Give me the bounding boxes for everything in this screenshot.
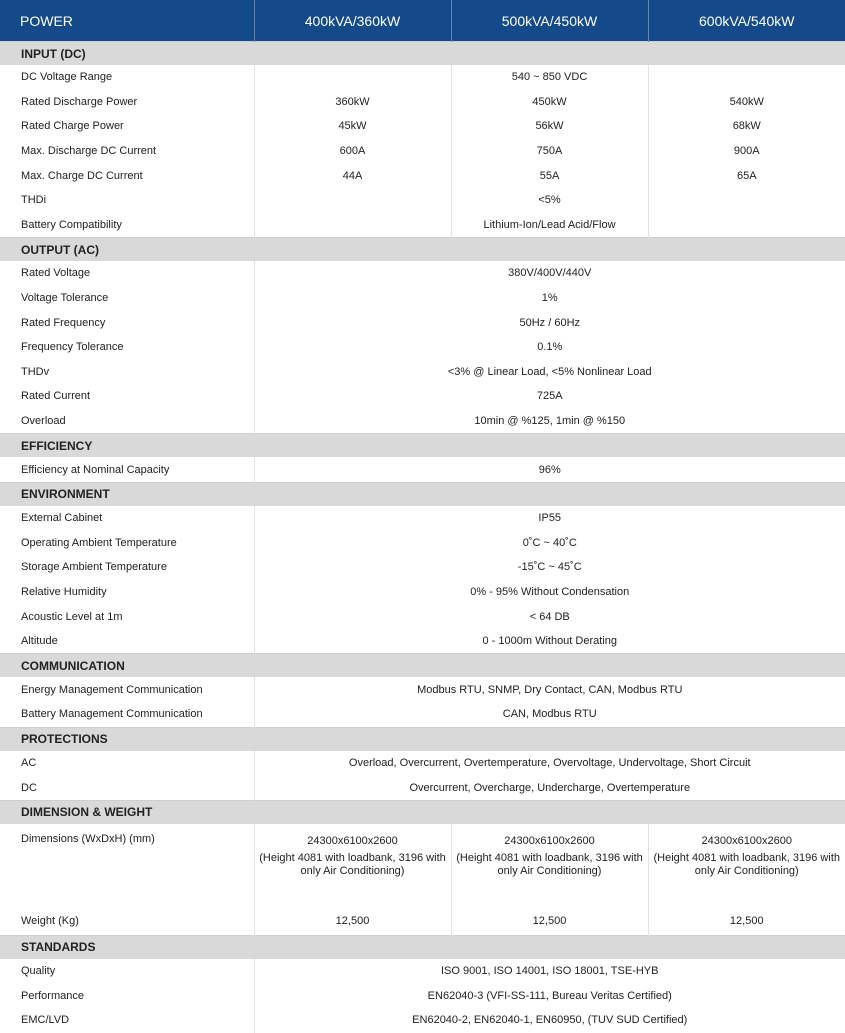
- row-label: Weight (Kg): [0, 907, 254, 936]
- row-value: EN62040-3 (VFI-SS-111, Bureau Veritas Certified): [254, 983, 845, 1008]
- table-row: [0, 114, 845, 139]
- row-value: Overcurrent, Overcharge, Undercharge, Overtemperature: [254, 775, 845, 800]
- row-value: 0.1%: [254, 335, 845, 360]
- row-label: Rated Frequency: [0, 310, 254, 335]
- section-input: [0, 42, 845, 66]
- row-label: Max. Discharge DC Current: [0, 139, 254, 164]
- section-efficiency: [0, 434, 845, 458]
- row-label: Energy Management Communication: [0, 677, 254, 702]
- section-protections: [0, 727, 845, 751]
- section-standards: [0, 935, 845, 959]
- model-header-500: 500kVA/450kW: [451, 0, 648, 42]
- row-value: 1%: [254, 286, 845, 311]
- row-value: 68kW: [648, 114, 845, 139]
- row-label: Rated Voltage: [0, 261, 254, 286]
- dimension-value: 24300x6100x2600: [307, 835, 398, 847]
- row-value: 900A: [648, 139, 845, 164]
- row-value: 12,500: [254, 907, 451, 936]
- section-communication: [0, 654, 845, 678]
- row-label: THDv: [0, 360, 254, 385]
- table-row: [0, 409, 845, 434]
- row-value: 360kW: [254, 90, 451, 115]
- row-label: Dimensions (WxDxH) (mm): [0, 824, 254, 907]
- row-label: Rated Discharge Power: [0, 90, 254, 115]
- row-value: 12,500: [451, 907, 648, 936]
- row-value: 380V/400V/440V: [254, 261, 845, 286]
- row-value: 750A: [451, 139, 648, 164]
- row-label: Altitude: [0, 629, 254, 654]
- table-row: [0, 907, 845, 936]
- dimension-value: 24300x6100x2600: [504, 835, 595, 847]
- table-row: [0, 775, 845, 800]
- row-value: Overload, Overcurrent, Overtemperature, Overvoltage, Undervoltage, Short Circuit: [254, 751, 845, 776]
- table-row: [0, 702, 845, 727]
- table-row: [0, 335, 845, 360]
- row-label: DC: [0, 775, 254, 800]
- table-row: [0, 677, 845, 702]
- row-label: Battery Management Communication: [0, 702, 254, 727]
- table-row: [0, 555, 845, 580]
- section-title: OUTPUT (AC): [0, 238, 845, 262]
- row-value: CAN, Modbus RTU: [254, 702, 845, 727]
- dimension-note: (Height 4081 with loadbank, 3196 with only Air Conditioning): [649, 852, 845, 878]
- section-title: EFFICIENCY: [0, 434, 845, 458]
- row-value: 12,500: [648, 907, 845, 936]
- row-label: Rated Charge Power: [0, 114, 254, 139]
- table-row: [0, 751, 845, 776]
- section-environment: [0, 482, 845, 506]
- row-label: Overload: [0, 409, 254, 434]
- table-row: [0, 261, 845, 286]
- table-row: [0, 1008, 845, 1033]
- row-label: THDi: [0, 188, 254, 213]
- dimension-note: (Height 4081 with loadbank, 3196 with only Air Conditioning): [255, 852, 451, 878]
- row-label: Performance: [0, 983, 254, 1008]
- row-value: 55A: [451, 163, 648, 188]
- row-label: Quality: [0, 959, 254, 984]
- section-dimension: [0, 800, 845, 824]
- table-row: [0, 286, 845, 311]
- row-label: Efficiency at Nominal Capacity: [0, 457, 254, 482]
- table-row: [0, 506, 845, 531]
- row-value: <5%: [451, 188, 648, 213]
- section-title: COMMUNICATION: [0, 654, 845, 678]
- section-title: ENVIRONMENT: [0, 482, 845, 506]
- table-row: [0, 65, 845, 90]
- row-label: Storage Ambient Temperature: [0, 555, 254, 580]
- section-output: [0, 238, 845, 262]
- row-value: 600A: [254, 139, 451, 164]
- row-value: 0% - 95% Without Condensation: [254, 580, 845, 605]
- row-label: Acoustic Level at 1m: [0, 604, 254, 629]
- row-value: EN62040-2, EN62040-1, EN60950, (TUV SUD Certified): [254, 1008, 845, 1033]
- section-title: INPUT (DC): [0, 42, 845, 66]
- row-label: EMC/LVD: [0, 1008, 254, 1033]
- row-label: Relative Humidity: [0, 580, 254, 605]
- row-value: 96%: [254, 457, 845, 482]
- row-label: DC Voltage Range: [0, 65, 254, 90]
- row-value: <3% @ Linear Load, <5% Nonlinear Load: [254, 360, 845, 385]
- row-value: IP55: [254, 506, 845, 531]
- row-label: AC: [0, 751, 254, 776]
- table-row: [0, 188, 845, 213]
- row-label: Battery Compatibility: [0, 213, 254, 238]
- table-row: [0, 384, 845, 409]
- row-value: ISO 9001, ISO 14001, ISO 18001, TSE-HYB: [254, 959, 845, 984]
- section-title: STANDARDS: [0, 935, 845, 959]
- header-row: [0, 0, 845, 42]
- table-row: [0, 604, 845, 629]
- power-header: POWER: [0, 0, 254, 42]
- row-value: 10min @ %125, 1min @ %150: [254, 409, 845, 434]
- section-title: DIMENSION & WEIGHT: [0, 800, 845, 824]
- table-row: [0, 580, 845, 605]
- row-label: Max. Charge DC Current: [0, 163, 254, 188]
- row-label: Rated Current: [0, 384, 254, 409]
- row-value: 44A: [254, 163, 451, 188]
- row-label: Frequency Tolerance: [0, 335, 254, 360]
- row-value: 0˚C ~ 40˚C: [254, 531, 845, 556]
- table-row: [0, 959, 845, 984]
- section-title: PROTECTIONS: [0, 727, 845, 751]
- row-value: Modbus RTU, SNMP, Dry Contact, CAN, Modbus RTU: [254, 677, 845, 702]
- row-value: 725A: [254, 384, 845, 409]
- row-value: < 64 DB: [254, 604, 845, 629]
- table-row: [0, 824, 845, 907]
- table-row: [0, 531, 845, 556]
- table-row: [0, 90, 845, 115]
- row-label: Operating Ambient Temperature: [0, 531, 254, 556]
- row-value: -15˚C ~ 45˚C: [254, 555, 845, 580]
- model-header-400: 400kVA/360kW: [254, 0, 451, 42]
- row-value: Lithium-Ion/Lead Acid/Flow: [451, 213, 648, 238]
- row-label: External Cabinet: [0, 506, 254, 531]
- row-value: 0 - 1000m Without Derating: [254, 629, 845, 654]
- row-label: Voltage Tolerance: [0, 286, 254, 311]
- row-value: 56kW: [451, 114, 648, 139]
- row-value: 450kW: [451, 90, 648, 115]
- row-value: 50Hz / 60Hz: [254, 310, 845, 335]
- table-row: [0, 213, 845, 238]
- table-row: [0, 360, 845, 385]
- row-value: 45kW: [254, 114, 451, 139]
- table-row: [0, 163, 845, 188]
- row-value: 540kW: [648, 90, 845, 115]
- model-header-600: 600kVA/540kW: [648, 0, 845, 42]
- table-row: [0, 457, 845, 482]
- table-row: [0, 629, 845, 654]
- row-value: 540 ~ 850 VDC: [451, 65, 648, 90]
- table-row: [0, 983, 845, 1008]
- dimension-value: 24300x6100x2600: [701, 835, 792, 847]
- dimension-note: (Height 4081 with loadbank, 3196 with only Air Conditioning): [452, 852, 648, 878]
- row-value: 65A: [648, 163, 845, 188]
- table-row: [0, 139, 845, 164]
- table-row: [0, 310, 845, 335]
